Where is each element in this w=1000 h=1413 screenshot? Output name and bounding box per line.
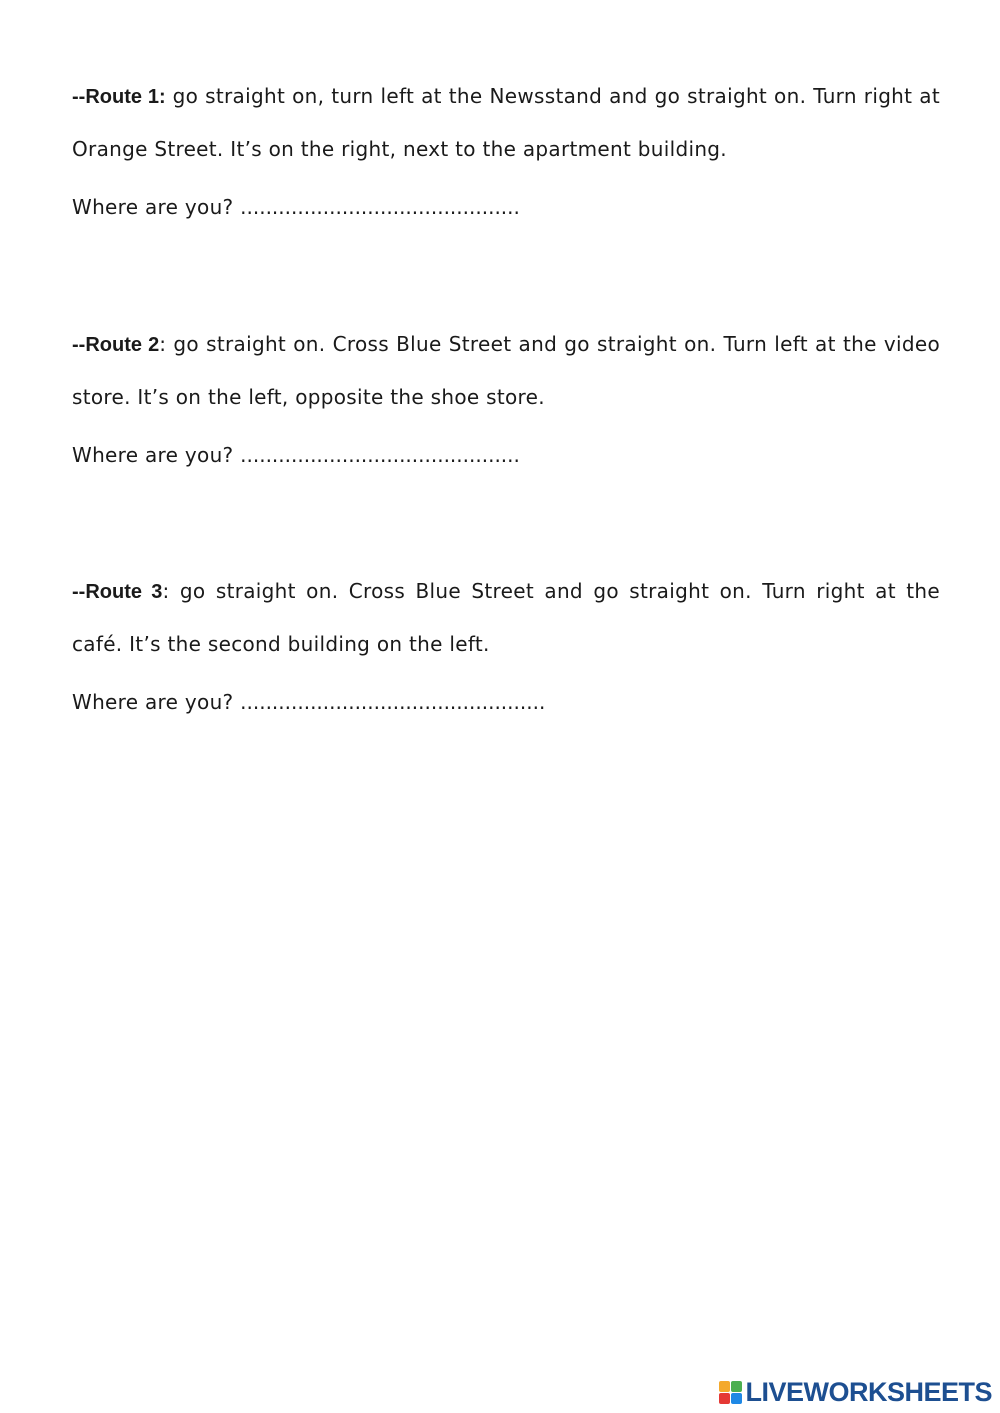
route-3-answer-blank[interactable]: ................................................ bbox=[240, 690, 546, 714]
liveworksheets-logo bbox=[719, 1375, 992, 1409]
route-3-question: Where are you? bbox=[72, 690, 234, 714]
route-2-question: Where are you? bbox=[72, 443, 234, 467]
route-1-label: --Route 1: bbox=[72, 86, 166, 108]
route-3 bbox=[72, 565, 940, 720]
route-1-answer-blank[interactable]: ............................................ bbox=[240, 195, 520, 219]
route-1-text: go straight on, turn left at the Newsstand and go straight on. Turn right at Orange Street. It’s on the right, next to the apartment building. bbox=[72, 84, 940, 161]
logo-text: LIVEWORKSHEETS bbox=[745, 1376, 992, 1407]
route-1-directions bbox=[72, 70, 940, 175]
logo-block-3 bbox=[719, 1393, 730, 1404]
route-1 bbox=[72, 70, 940, 225]
route-2-question-line bbox=[72, 437, 940, 473]
route-2-label: --Route 2 bbox=[72, 334, 160, 356]
route-3-directions bbox=[72, 565, 940, 670]
logo-block-2 bbox=[731, 1381, 742, 1392]
logo-blocks-icon bbox=[719, 1381, 742, 1404]
route-2-answer-blank[interactable]: ............................................ bbox=[240, 443, 520, 467]
route-1-question: Where are you? bbox=[72, 195, 234, 219]
route-3-question-line bbox=[72, 684, 940, 720]
route-1-question-line bbox=[72, 189, 940, 225]
route-2-directions bbox=[72, 318, 940, 423]
route-3-label: --Route 3 bbox=[72, 581, 163, 603]
logo-block-1 bbox=[719, 1381, 730, 1392]
route-2-text: : go straight on. Cross Blue Street and go straight on. Turn left at the video store. It’s on the left, opposite the shoe store. bbox=[72, 332, 940, 409]
logo-block-4 bbox=[731, 1393, 742, 1404]
route-2 bbox=[72, 318, 940, 473]
route-3-text: : go straight on. Cross Blue Street and go straight on. Turn right at the café. It’s the second building on the left. bbox=[72, 579, 940, 656]
